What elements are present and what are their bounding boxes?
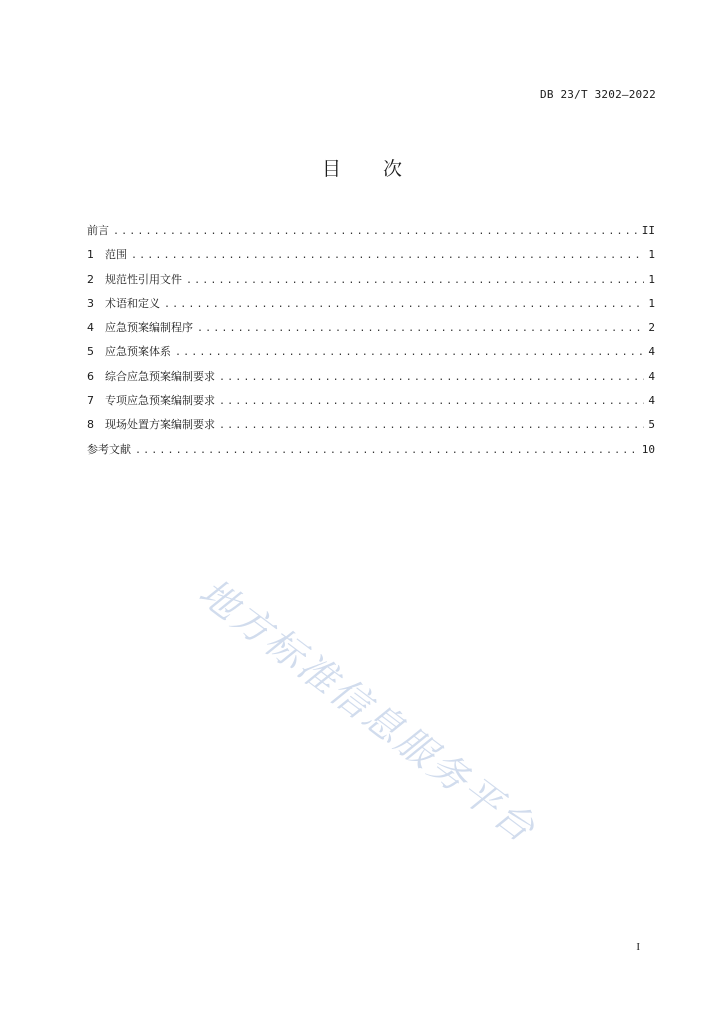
toc-entry-label: 现场处置方案编制要求 — [105, 418, 215, 432]
watermark: 地方标准信息服务平台 — [190, 569, 545, 852]
toc-entry-number: 6 — [87, 369, 94, 383]
toc-entry-number: 3 — [87, 296, 94, 310]
toc-leader-dots — [113, 220, 638, 243]
toc-entry-number: 2 — [87, 272, 94, 286]
toc-leader-dots — [131, 244, 644, 267]
toc-entry-normative-references[interactable] — [87, 268, 655, 292]
document-code: DB 23/T 3202—2022 — [540, 88, 656, 101]
toc-entry-page: 1 — [648, 296, 655, 310]
toc-entry-label: 术语和定义 — [105, 296, 160, 310]
toc-entry-page: II — [641, 224, 655, 237]
toc-leader-dots — [164, 293, 644, 316]
toc-entry-terms-definitions[interactable] — [87, 292, 655, 316]
toc-leader-dots — [219, 414, 644, 437]
title-char-1: 目 — [321, 158, 341, 180]
toc-entry-label: 参考文献 — [87, 442, 131, 456]
toc-entry-scope[interactable] — [87, 243, 655, 267]
toc-entry-bibliography[interactable] — [87, 438, 655, 462]
page-number: I — [636, 941, 640, 953]
toc-entry-label: 前言 — [87, 224, 109, 237]
toc-entry-label: 规范性引用文件 — [105, 272, 182, 286]
toc-leader-dots — [219, 390, 644, 413]
toc-entry-special-plan[interactable] — [87, 389, 655, 413]
page-title — [0, 154, 724, 181]
toc-entry-label: 专项应急预案编制要求 — [105, 394, 215, 408]
toc-entry-comprehensive-plan[interactable] — [87, 365, 655, 389]
toc-entry-number: 8 — [87, 418, 94, 432]
table-of-contents — [87, 219, 655, 462]
toc-entry-label: 应急预案体系 — [105, 345, 171, 359]
toc-entry-page: 10 — [641, 442, 655, 456]
toc-leader-dots — [175, 341, 644, 364]
toc-entry-foreword[interactable] — [87, 219, 655, 243]
title-char-2: 次 — [383, 158, 403, 180]
toc-entry-number: 7 — [87, 394, 94, 408]
toc-entry-label: 范围 — [105, 248, 127, 262]
toc-entry-plan-procedure[interactable] — [87, 316, 655, 340]
toc-entry-page: 4 — [648, 394, 655, 408]
toc-entry-page: 5 — [648, 418, 655, 432]
toc-entry-label: 应急预案编制程序 — [105, 321, 193, 335]
toc-entry-page: 1 — [648, 248, 655, 262]
toc-entry-plan-system[interactable] — [87, 340, 655, 364]
toc-entry-number: 5 — [87, 345, 94, 359]
toc-entry-page: 4 — [648, 345, 655, 359]
toc-leader-dots — [219, 366, 644, 389]
toc-entry-number: 4 — [87, 321, 94, 335]
toc-entry-page: 2 — [648, 321, 655, 335]
toc-entry-onsite-plan[interactable] — [87, 413, 655, 437]
toc-leader-dots — [186, 269, 644, 292]
toc-leader-dots — [135, 439, 638, 462]
toc-leader-dots — [197, 317, 644, 340]
toc-entry-page: 1 — [648, 272, 655, 286]
toc-entry-page: 4 — [648, 369, 655, 383]
toc-entry-number: 1 — [87, 248, 94, 262]
toc-entry-label: 综合应急预案编制要求 — [105, 369, 215, 383]
